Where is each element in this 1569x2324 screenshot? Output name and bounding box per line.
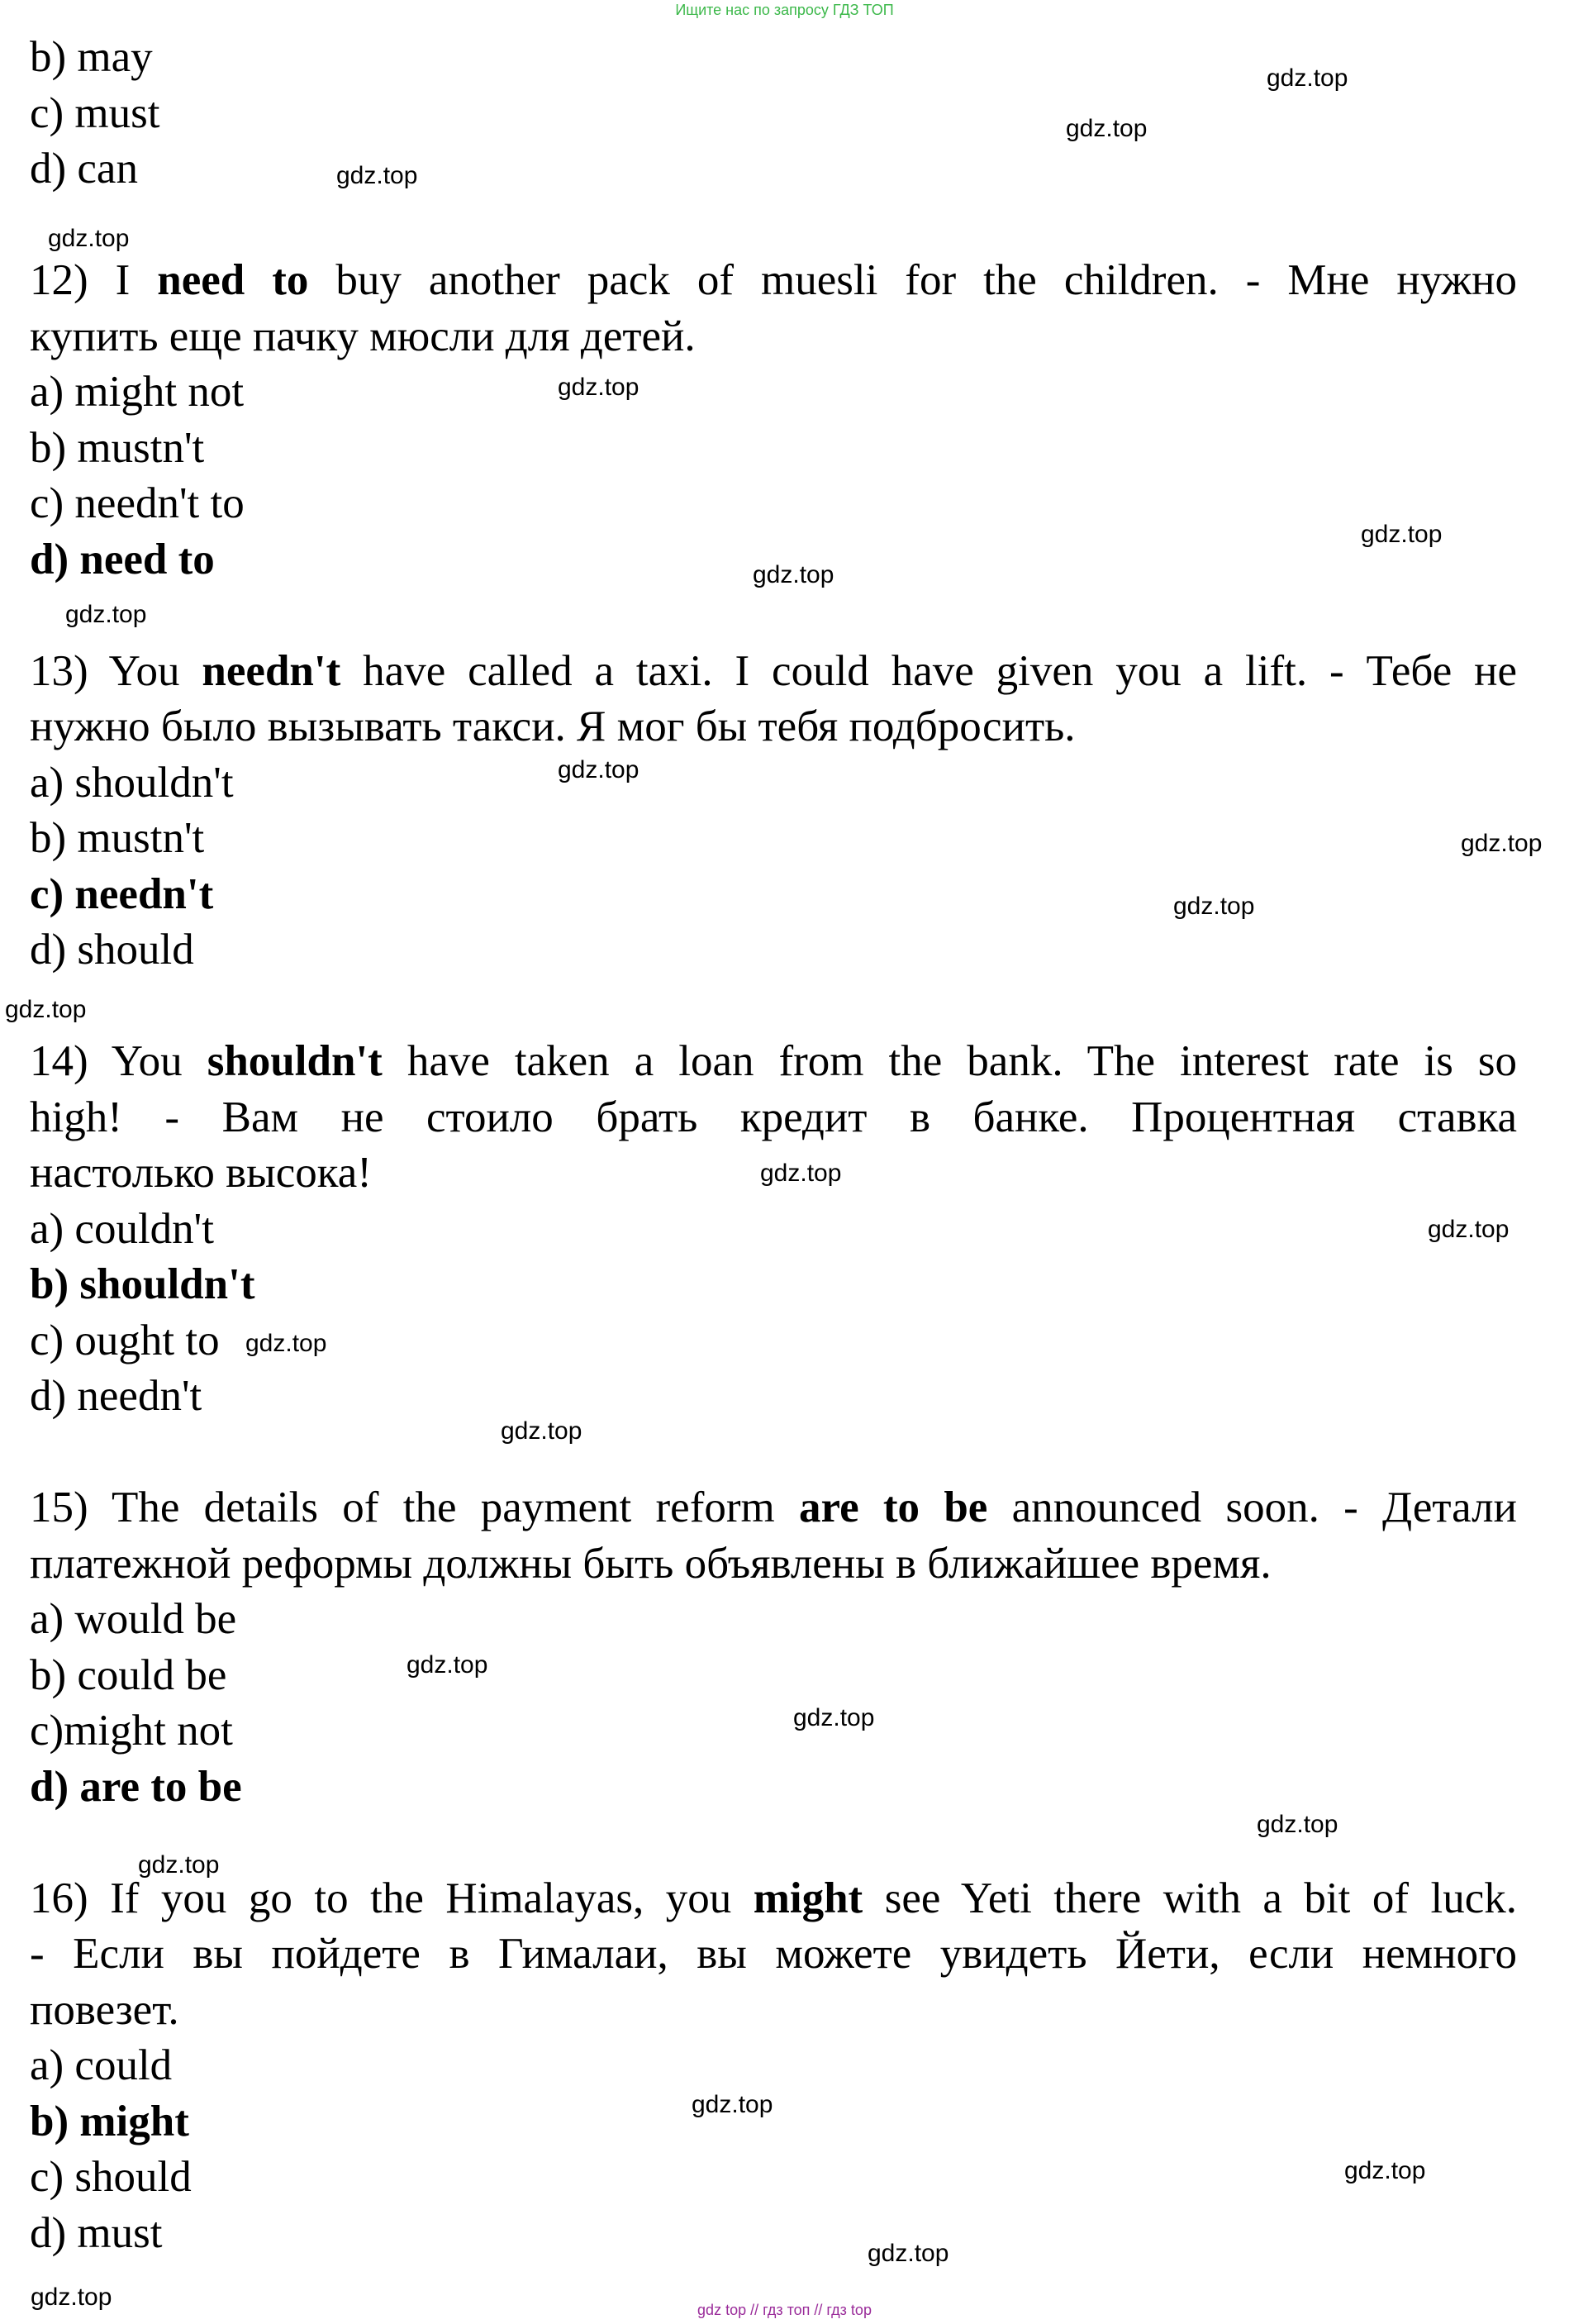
question-13-highlight: needn't xyxy=(202,646,341,695)
correct-answer: d) are to be xyxy=(30,1762,242,1811)
option-line: b) mustn't xyxy=(30,423,205,472)
question-12-sentence: 12) I need to buy another pack of muesli for the children. - Мне нужно xyxy=(30,256,1517,304)
question-14-highlight: shouldn't xyxy=(207,1037,383,1085)
spacer xyxy=(30,588,1517,644)
question-16-highlight: might xyxy=(753,1874,863,1922)
question-12-highlight: need to xyxy=(157,256,309,304)
watermark: gdz.top xyxy=(407,1651,488,1679)
option-line: c) must xyxy=(30,88,160,137)
option-line: a) would be xyxy=(30,1595,237,1643)
watermark: gdz.top xyxy=(138,1851,220,1879)
question-13-translation: нужно было вызывать такси. Я мог бы тебя подбросить. xyxy=(30,702,1076,750)
footer-links: gdz top // гдз топ // гдз top xyxy=(697,2302,872,2318)
option-line: b) could be xyxy=(30,1650,227,1699)
question-14-translation-end: настолько высока! xyxy=(30,1149,372,1197)
spacer xyxy=(30,979,1517,1035)
watermark: gdz.top xyxy=(692,2091,773,2118)
correct-answer: c) needn't xyxy=(30,869,214,918)
watermark: gdz.top xyxy=(65,601,147,628)
top-banner: Ищите нас по запросу ГДЗ ТОП xyxy=(675,2,894,18)
option-line: a) shouldn't xyxy=(30,758,234,807)
option-line: c) should xyxy=(30,2153,192,2201)
question-14-translation: high! - Вам не стоило брать кредит в банке. Процентная ставка xyxy=(30,1093,1517,1141)
spacer xyxy=(30,198,1517,254)
watermark: gdz.top xyxy=(760,1160,842,1187)
option-line: d) should xyxy=(30,926,194,974)
watermark: gdz.top xyxy=(1461,830,1543,857)
watermark: gdz.top xyxy=(558,756,639,783)
watermark: gdz.top xyxy=(48,225,130,252)
option-line: a) might not xyxy=(30,368,245,416)
watermark: gdz.top xyxy=(1257,1811,1338,1838)
watermark: gdz.top xyxy=(558,374,639,401)
question-13-sentence: 13) You needn't have called a taxi. I could have given you a lift. - Тебе не xyxy=(30,646,1517,695)
option-line: a) could xyxy=(30,2041,173,2089)
question-14-sentence: 14) You shouldn't have taken a loan from the bank. The interest rate is so xyxy=(30,1037,1517,1085)
question-16-sentence: 16) If you go to the Himalayas, you might see Yeti there with a bit of luck. xyxy=(30,1874,1517,1922)
watermark: gdz.top xyxy=(501,1417,582,1445)
question-12-translation: купить еще пачку мюсли для детей. xyxy=(30,312,696,360)
watermark: gdz.top xyxy=(5,996,87,1023)
watermark: gdz.top xyxy=(1361,521,1443,548)
correct-answer: b) shouldn't xyxy=(30,1260,255,1308)
question-15-highlight: are to be xyxy=(799,1483,988,1531)
watermark: gdz.top xyxy=(31,2284,112,2311)
watermark: gdz.top xyxy=(753,561,834,588)
option-line: a) couldn't xyxy=(30,1204,214,1253)
watermark: gdz.top xyxy=(868,2240,949,2267)
watermark: gdz.top xyxy=(1428,1216,1510,1243)
option-line: d) can xyxy=(30,145,138,193)
question-16-translation-end: повезет. xyxy=(30,1985,179,2034)
option-line: c)might not xyxy=(30,1707,233,1755)
option-line: b) may xyxy=(30,33,153,81)
exercise-content xyxy=(30,30,1517,2261)
question-15-translation: платежной реформы должны быть объявлены в ближайшее время. xyxy=(30,1539,1272,1588)
option-line: d) must xyxy=(30,2208,163,2257)
watermark: gdz.top xyxy=(793,1704,875,1731)
option-line: d) needn't xyxy=(30,1372,202,1420)
correct-answer: d) need to xyxy=(30,535,215,583)
spacer xyxy=(30,1425,1517,1481)
question-15-sentence: 15) The details of the payment reform are to be announced soon. - Детали xyxy=(30,1483,1517,1531)
watermark: gdz.top xyxy=(1267,64,1348,92)
option-line: c) needn't to xyxy=(30,479,245,527)
watermark: gdz.top xyxy=(1173,893,1255,920)
correct-answer: b) might xyxy=(30,2097,189,2145)
option-line: b) mustn't xyxy=(30,814,205,862)
watermark: gdz.top xyxy=(1066,115,1148,142)
option-line: c) ought to xyxy=(30,1316,220,1364)
question-16-translation: - Если вы пойдете в Гималаи, вы можете увидеть Йети, если немного xyxy=(30,1930,1517,1978)
watermark: gdz.top xyxy=(245,1330,327,1357)
watermark: gdz.top xyxy=(1344,2157,1426,2184)
watermark: gdz.top xyxy=(336,162,418,189)
